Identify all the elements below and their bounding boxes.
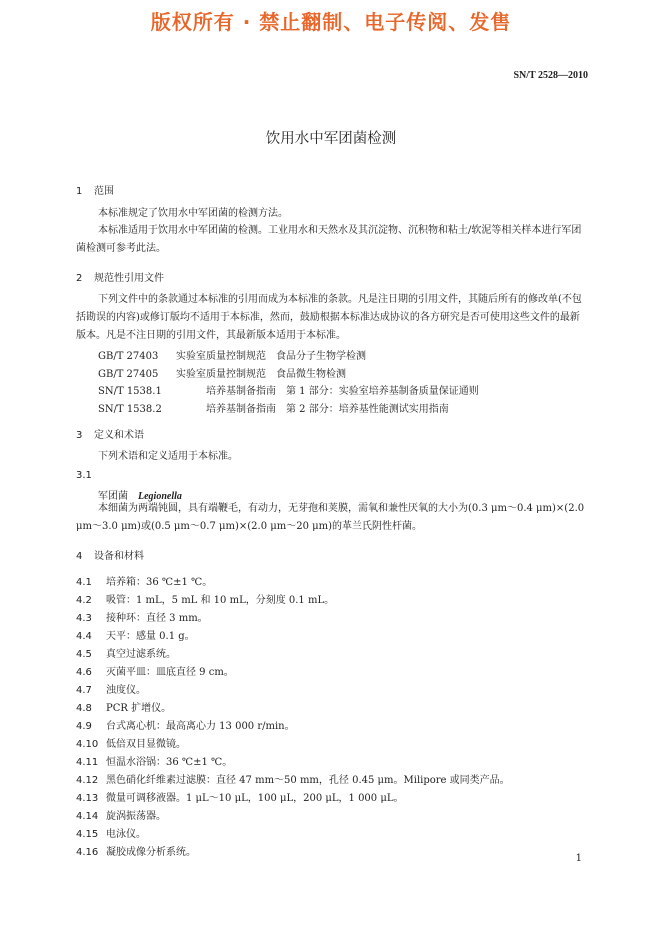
equipment-item — [76, 627, 195, 642]
item-number: 4.1 — [76, 577, 92, 588]
page-number: 1 — [575, 853, 582, 864]
equipment-item — [76, 573, 212, 588]
equipment-item — [76, 843, 196, 858]
item-number: 4.15 — [76, 829, 99, 840]
item-number: 4.12 — [76, 775, 99, 786]
reference-item — [98, 365, 346, 380]
term-chinese: 军团菌 — [98, 491, 128, 502]
section-3-paragraph: 下列术语和定义适用于本标准。 — [98, 451, 238, 462]
section-3-heading — [76, 426, 144, 441]
item-text: 电泳仪。 — [106, 829, 146, 840]
reference-title: 实验室质量控制规范 食品分子生物学检测 — [176, 351, 366, 362]
section-title: 范围 — [94, 186, 114, 197]
document-title: 饮用水中军团菌检测 — [265, 131, 397, 147]
equipment-item — [76, 753, 232, 768]
item-number: 4.5 — [76, 649, 92, 660]
equipment-item — [76, 645, 176, 660]
section-number: 2 — [76, 273, 83, 284]
item-text: 微量可调移液器。1 μL～10 μL，100 μL，200 μL，1 000 μL。 — [106, 793, 404, 804]
section-2-heading — [76, 269, 164, 284]
reference-item — [98, 400, 449, 415]
section-1-paragraph-1: 本标准规定了饮用水中军团菌的检测方法。 — [98, 208, 288, 219]
item-number: 4.10 — [76, 739, 99, 750]
equipment-item — [76, 807, 166, 822]
copyright-watermark: 版权所有 · 禁止翻制、电子传阅、发售 — [150, 10, 512, 34]
item-number: 4.8 — [76, 703, 92, 714]
item-number: 4.14 — [76, 811, 99, 822]
item-text: 恒温水浴锅：36 ℃±1 ℃。 — [106, 757, 233, 768]
equipment-item — [76, 681, 146, 696]
item-text: PCR 扩增仪。 — [106, 703, 172, 714]
item-text: 灭菌平皿：皿底直径 9 cm。 — [106, 667, 234, 678]
item-number: 4.4 — [76, 631, 92, 642]
section-4-heading — [76, 547, 144, 562]
section-number: 4 — [76, 551, 83, 562]
item-number: 4.16 — [76, 847, 99, 858]
section-1-paragraph-2: 本标准适用于饮用水中军团菌的检测。工业用水和天然水及其沉淀物、沉积物和粘土/软泥等相关样本进行军团菌检测可参考此法。 — [76, 225, 582, 254]
item-number: 4.11 — [76, 757, 99, 768]
section-number: 3 — [76, 430, 83, 441]
reference-title: 培养基制备指南 第 2 部分：培养基性能测试实用指南 — [206, 404, 449, 415]
reference-item — [98, 382, 479, 397]
item-text: 低倍双目显微镜。 — [106, 739, 186, 750]
item-text: 培养箱：36 ℃±1 ℃。 — [106, 577, 213, 588]
item-number: 4.3 — [76, 613, 92, 624]
item-text: 旋涡振荡器。 — [106, 811, 166, 822]
section-title: 设备和材料 — [94, 551, 144, 562]
item-text: 真空过滤系统。 — [106, 649, 176, 660]
term-definition: 本细菌为两端钝圆，具有端鞭毛，有动力，无芽孢和荚膜，需氧和兼性厌氧的大小为(0.3 μm～0.4 μm)×(2.0 μm～3.0 μm)或(0.5 μm～0.7 μm)×(2.0 μm～20 μm)的革兰氏阴性杆菌。 — [76, 503, 585, 532]
item-text: 吸管：1 mL，5 mL 和 10 mL，分刻度 0.1 mL。 — [106, 595, 335, 606]
reference-title: 实验室质量控制规范 食品微生物检测 — [176, 369, 346, 380]
equipment-item — [76, 699, 171, 714]
section-1-heading — [76, 182, 114, 197]
item-number: 4.13 — [76, 793, 99, 804]
item-text: 接种环：直径 3 mm。 — [106, 613, 208, 624]
item-text: 台式离心机：最高离心力 13 000 r/min。 — [106, 721, 295, 732]
reference-code: SN/T 1538.2 — [98, 404, 162, 415]
item-number: 4.9 — [76, 721, 92, 732]
reference-code: SN/T 1538.1 — [98, 386, 162, 397]
reference-code: GB/T 27403 — [98, 351, 159, 362]
equipment-item — [76, 609, 208, 624]
reference-title: 培养基制备指南 第 1 部分：实验室培养基制备质量保证通则 — [206, 386, 479, 397]
reference-code: GB/T 27405 — [98, 369, 159, 380]
equipment-item — [76, 825, 146, 840]
item-text: 黑色硝化纤维素过滤膜：直径 47 mm～50 mm，孔径 0.45 μm。Milipore 或同类产品。 — [106, 775, 510, 786]
item-text: 浊度仪。 — [106, 685, 146, 696]
item-text: 凝胶成像分析系统。 — [106, 847, 196, 858]
equipment-item — [76, 591, 334, 606]
item-number: 4.6 — [76, 667, 92, 678]
section-number: 1 — [76, 186, 83, 197]
equipment-item — [76, 789, 403, 804]
term-latin: Legionella — [138, 491, 182, 502]
equipment-item — [76, 735, 186, 750]
item-text: 天平：感量 0.1 g。 — [106, 631, 195, 642]
section-title: 规范性引用文件 — [94, 273, 164, 284]
item-number: 4.7 — [76, 685, 92, 696]
equipment-item — [76, 663, 234, 678]
term-number: 3.1 — [76, 470, 92, 481]
equipment-item — [76, 771, 510, 786]
item-number: 4.2 — [76, 595, 92, 606]
section-title: 定义和术语 — [94, 430, 144, 441]
standard-code: SN/T 2528—2010 — [513, 70, 588, 81]
reference-item — [98, 347, 366, 362]
equipment-item — [76, 717, 295, 732]
section-2-paragraph: 下列文件中的条款通过本标准的引用而成为本标准的条款。凡是注日期的引用文件，其随后所有的修改单(不包括勘误的内容)或修订版均不适用于本标准，然而，鼓励根据本标准达成协议的各方研究是否可使用这些文件的最新版本。凡是不注日期的引用文件，其最新版本适用于本标准。 — [76, 294, 582, 341]
